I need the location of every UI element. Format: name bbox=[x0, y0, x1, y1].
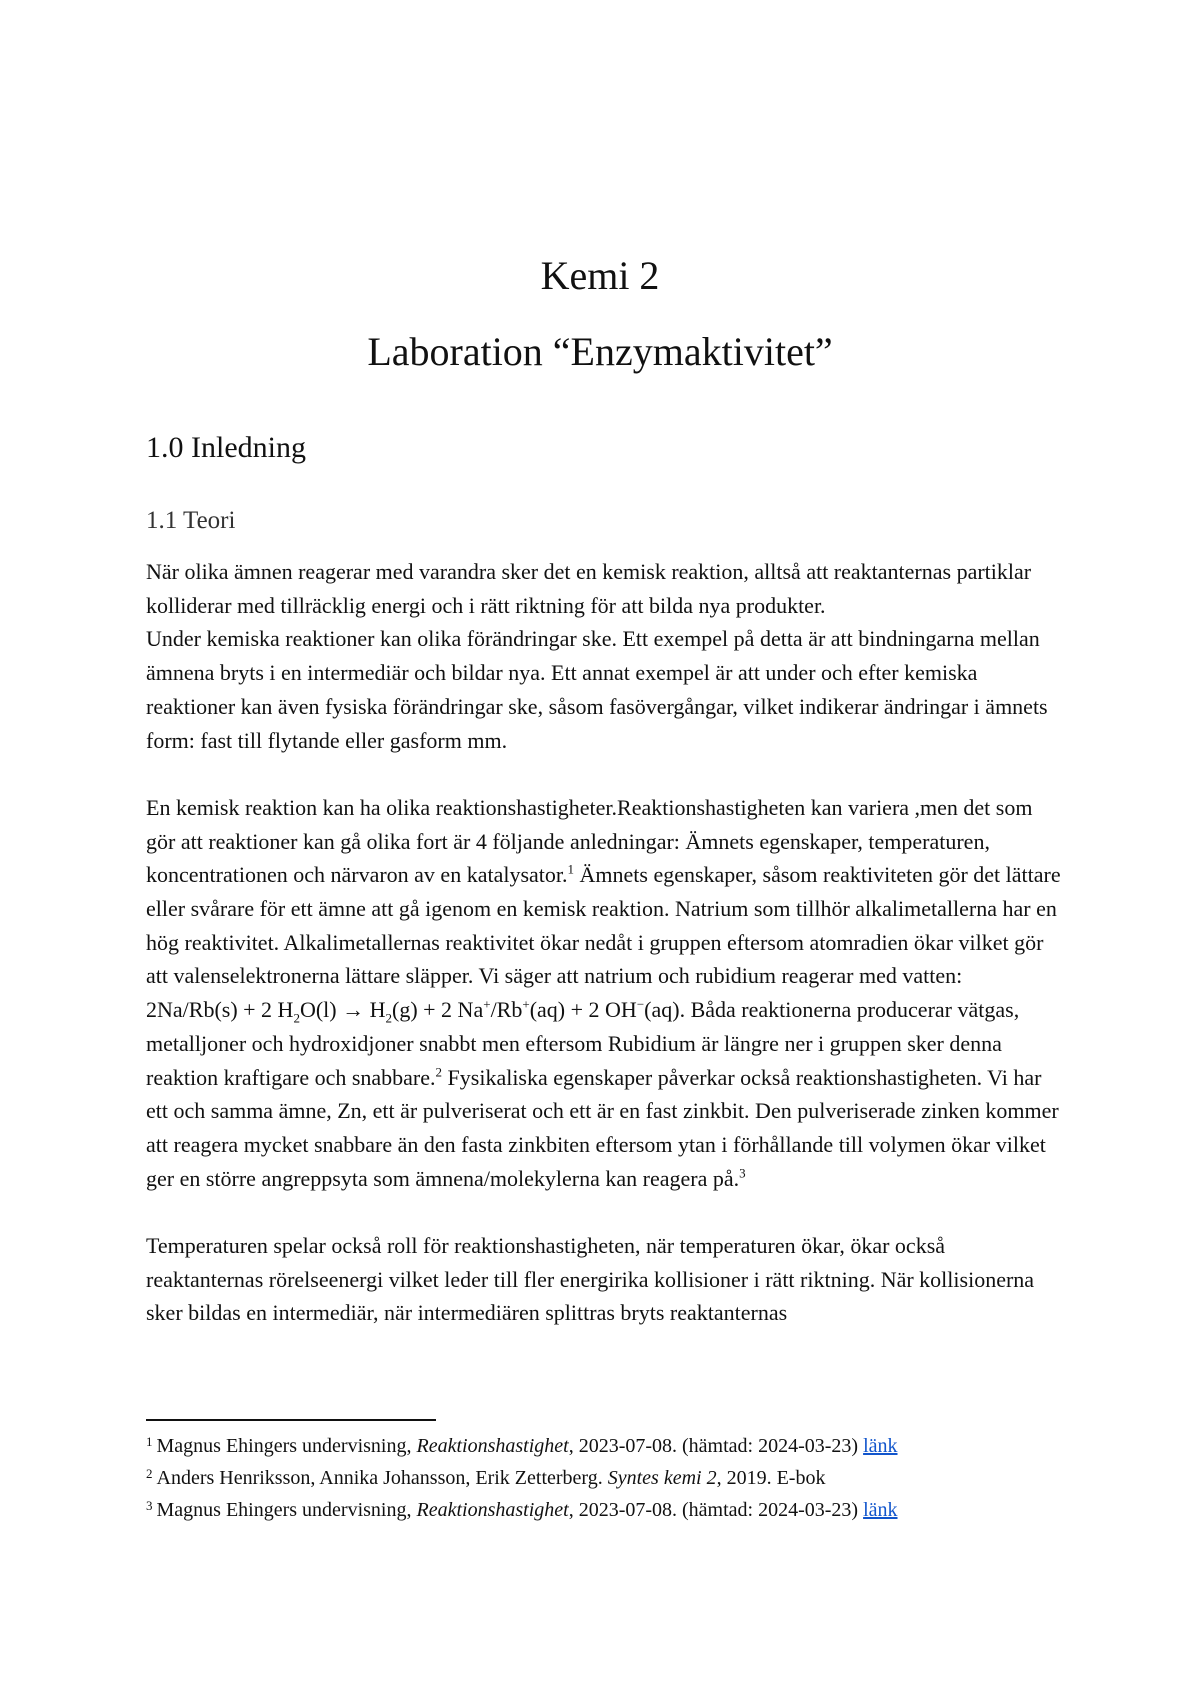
subsection-heading: 1.1 Teori bbox=[146, 507, 236, 534]
paragraph-spacer bbox=[146, 1195, 1066, 1229]
equation-charge: − bbox=[636, 996, 645, 1012]
paragraph-2-part-d: Fysikaliska egenskaper påverkar också reaktionshastigheten. Vi har ett och samma ämne, Zn, ett är pulveriserat och ett är en fast zinkbit. Den pulveriserade zinken kommer att reagera mycket snabbare än den fasta zinkbiten eftersom ytan i förhållande till volymen ökar vilket ger en större angreppsyta som ämnena/molekylerna kan reagera på. bbox=[146, 1064, 1059, 1191]
section-heading: 1.0 Inledning bbox=[146, 431, 306, 464]
footnote-source-title: Reaktionshastighet bbox=[416, 1499, 569, 1521]
paragraph-1-sentence-a: När olika ämnen reagerar med varandra sker det en kemisk reaktion, alltså att reaktanternas partiklar kolliderar med tillräcklig energi och i rätt riktning för att bilda nya produkter. bbox=[146, 559, 1032, 618]
footnote-ref-1: 1 bbox=[567, 861, 575, 877]
equation-subscript: 2 bbox=[293, 1010, 300, 1026]
paragraph-2-part-b: Ämnets egenskaper, såsom reaktiviteten gör det lättare eller svårare för ett ämne att gå igenom en kemisk reaktion. Natrium som tillhör alkalimetallerna har en hög reaktivitet. Alkalimetallernas reaktivitet ökar nedåt i gruppen eftersom atomradien ökar vilket gör att valenselektronerna lättare släpper. Vi säger att natrium och rubidium reagerar med vatten: bbox=[146, 862, 1061, 989]
paragraph-2-part-a: En kemisk reaktion kan ha olika reaktionshastigheter.Reaktionshastigheten kan variera ,men det som gör att reaktioner kan gå olika fort är 4 följande anledningar: Ämnets egenskaper, temperaturen, koncentrationen och närvaron av en katalysator. bbox=[146, 794, 1033, 888]
footnote-text: , 2023-07-08. (hämtad: 2024-03-23) bbox=[568, 1435, 864, 1457]
footnote-text: , 2019. E-bok bbox=[716, 1467, 826, 1489]
equation-text: O(l) → H bbox=[299, 997, 386, 1023]
footnote-1 bbox=[146, 1428, 1066, 1460]
chemical-equation bbox=[146, 996, 686, 1026]
equation-charge: + bbox=[483, 996, 491, 1012]
paragraph-spacer bbox=[146, 757, 1066, 791]
footnote-2 bbox=[146, 1460, 1066, 1492]
paragraph-3: Temperaturen spelar också roll för reaktionshastigheten, när temperaturen ökar, ökar också reaktanternas rörelseenergi vilket leder till fler energirika kollisioner i rätt riktning. När kollisionerna sker bildas en intermediär, när intermediären splittras bryts reaktanternas bbox=[146, 1233, 1035, 1326]
footnote-text: , 2023-07-08. (hämtad: 2024-03-23) bbox=[568, 1499, 864, 1521]
footnote-1-link[interactable]: länk bbox=[863, 1435, 898, 1457]
body-text bbox=[146, 555, 1066, 1330]
equation-text: (aq). bbox=[644, 997, 686, 1023]
equation-text: /Rb bbox=[490, 997, 523, 1023]
footnotes bbox=[146, 1428, 1066, 1524]
document-title-course: Kemi 2 bbox=[540, 253, 660, 298]
footnote-ref-3: 3 bbox=[739, 1165, 746, 1181]
footnote-number: 2 bbox=[146, 1466, 153, 1481]
equation-charge: + bbox=[522, 996, 530, 1012]
paragraph-2 bbox=[146, 791, 1066, 1195]
paragraph-2-part-c: Båda reaktionerna producerar vätgas, metalljoner och hydroxidjoner snabbt men eftersom Rubidium är längre ner i gruppen sker denna reaktion kraftigare och snabbare. bbox=[146, 997, 1020, 1090]
footnote-source-title: Reaktionshastighet bbox=[416, 1435, 569, 1457]
footnote-text: Magnus Ehingers undervisning, bbox=[156, 1499, 417, 1521]
footnote-source-title: Syntes kemi 2 bbox=[607, 1467, 717, 1489]
footnote-3 bbox=[146, 1492, 1066, 1524]
footnote-text: Magnus Ehingers undervisning, bbox=[156, 1435, 417, 1457]
paragraph-1 bbox=[146, 555, 1066, 757]
equation-subscript: 2 bbox=[385, 1010, 392, 1026]
footnote-number: 1 bbox=[146, 1434, 153, 1449]
document-title-lab: Laboration “Enzymaktivitet” bbox=[367, 329, 833, 374]
paragraph-1-sentence-b: Under kemiska reaktioner kan olika förändringar ske. Ett exempel på detta är att bindningarna mellan ämnena bryts i en intermediär och bildar nya. Ett annat exempel är att under och efter kemiska reaktioner kan även fysiska förändringar ske, såsom fasövergångar, vilket indikerar ändringar i ämnets form: fast till flytande eller gasform mm. bbox=[146, 626, 1048, 753]
footnote-number: 3 bbox=[146, 1498, 153, 1513]
equation-text: (g) + 2 Na bbox=[392, 997, 484, 1023]
footnote-text: Anders Henriksson, Annika Johansson, Erik Zetterberg. bbox=[156, 1467, 608, 1489]
footnote-3-link[interactable]: länk bbox=[863, 1499, 898, 1521]
equation-text: 2Na/Rb(s) + 2 H bbox=[146, 997, 294, 1023]
equation-text: (aq) + 2 OH bbox=[529, 997, 637, 1023]
footnote-separator bbox=[146, 1419, 436, 1421]
footnote-ref-2: 2 bbox=[435, 1064, 443, 1080]
